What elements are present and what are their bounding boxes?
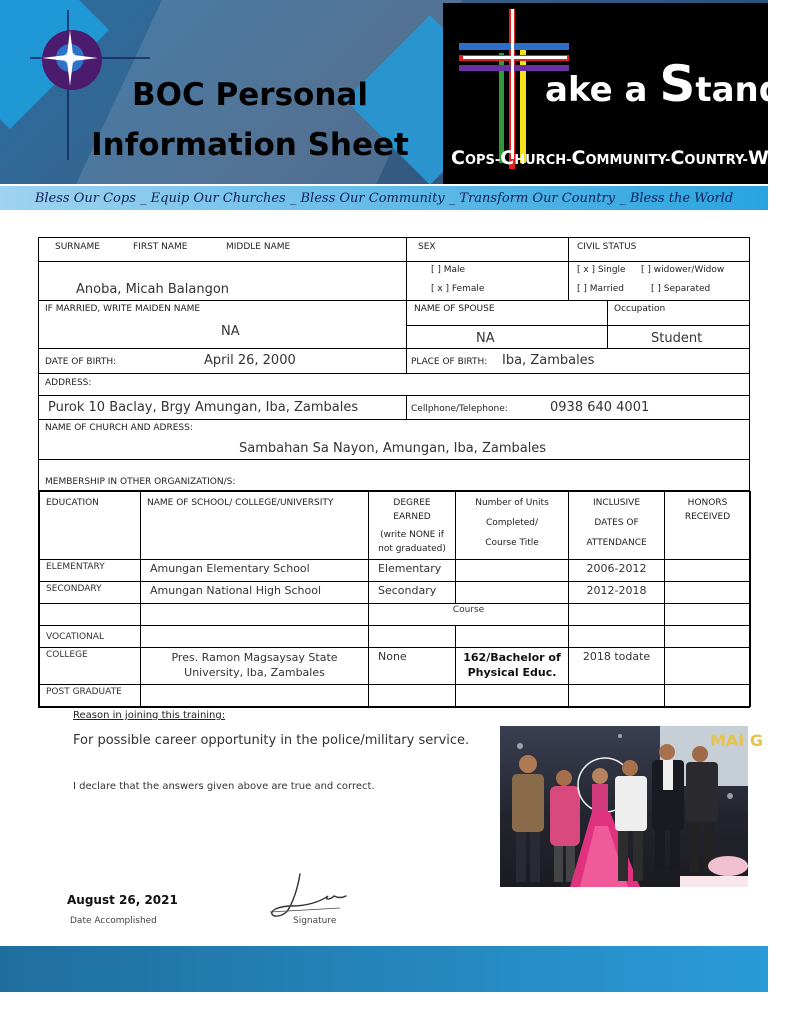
honors-header-line: HONORS bbox=[687, 498, 728, 508]
dates-cell: 2018 todate bbox=[569, 648, 665, 685]
wordmark-prefix: ake a bbox=[545, 70, 660, 110]
reason-value: For possible career opportunity in the police/military service. bbox=[73, 733, 470, 748]
take-a-stand-logo bbox=[443, 3, 809, 184]
honors-cell bbox=[665, 685, 751, 707]
units-cell: 162/Bachelor of Physical Educ. bbox=[456, 648, 569, 685]
page-title bbox=[80, 70, 420, 170]
phone-label: Cellphone/Telephone: bbox=[411, 404, 508, 414]
dates-cell bbox=[569, 604, 665, 626]
page-footer-bar bbox=[0, 946, 768, 992]
divider bbox=[406, 238, 407, 261]
phone-value: 0938 640 4001 bbox=[550, 400, 650, 415]
dates-cell bbox=[569, 685, 665, 707]
take-a-stand-wordmark bbox=[545, 55, 783, 113]
level-cell: VOCATIONAL bbox=[40, 626, 141, 648]
dates-header-line: DATES OF bbox=[594, 518, 639, 528]
surname-label: SURNAME bbox=[55, 242, 100, 252]
take-a-stand-subtitle bbox=[451, 147, 809, 169]
degree-header-line: EARNED bbox=[393, 512, 431, 522]
subtitle-part: OPS- bbox=[464, 153, 501, 168]
personal-info-form bbox=[38, 237, 750, 708]
units-col-header bbox=[456, 492, 569, 560]
subtitle-cap: W bbox=[747, 147, 769, 169]
school-cell bbox=[141, 604, 369, 626]
divider bbox=[568, 262, 569, 300]
birth-row bbox=[39, 349, 749, 374]
school-cell: Amungan Elementary School bbox=[141, 560, 369, 582]
units-cell bbox=[456, 560, 569, 582]
tagline-bar: Bless Our Cops _ Equip Our Churches _ Bless Our Community _ Transform Our Country _ Bless the World bbox=[0, 184, 768, 210]
sex-label: SEX bbox=[418, 242, 436, 252]
school-cell bbox=[141, 626, 369, 648]
wordmark-cap: S bbox=[659, 55, 696, 113]
school-cell bbox=[141, 685, 369, 707]
degree-cell: Secondary bbox=[369, 582, 456, 604]
course-label-cell: Course bbox=[369, 604, 569, 626]
address-value: Purok 10 Baclay, Brgy Amungan, Iba, Zambales bbox=[48, 400, 359, 415]
subtitle-part: OMMUNITY- bbox=[585, 153, 671, 168]
civil-separated-checkbox[interactable]: [ ] Separated bbox=[651, 284, 711, 294]
full-name-value: Anoba, Micah Balangon bbox=[76, 282, 230, 297]
sex-male-checkbox[interactable]: [ ] Male bbox=[431, 265, 466, 275]
education-header-row bbox=[40, 492, 751, 560]
maiden-name-value: NA bbox=[221, 324, 240, 339]
declaration-text: I declare that the answers given above are true and correct. bbox=[73, 781, 375, 792]
degree-cell: Elementary bbox=[369, 560, 456, 582]
sex-female-checkbox[interactable]: [ x ] Female bbox=[431, 284, 485, 294]
level-cell: COLLEGE bbox=[40, 648, 141, 685]
pob-label: PLACE OF BIRTH: bbox=[411, 357, 488, 367]
degree-cell: None bbox=[369, 648, 456, 685]
address-label-row bbox=[39, 374, 749, 396]
church-value: Sambahan Sa Nayon, Amungan, Iba, Zambales bbox=[239, 441, 547, 456]
honors-cell bbox=[665, 604, 751, 626]
divider bbox=[406, 262, 407, 300]
level-cell bbox=[40, 604, 141, 626]
subtitle-cap: C bbox=[451, 147, 465, 169]
degree-header-line: DEGREE bbox=[393, 498, 431, 508]
dates-cell bbox=[569, 626, 665, 648]
civil-widower-checkbox[interactable]: [ ] widower/Widow bbox=[641, 265, 725, 275]
church-label: NAME OF CHURCH AND ADRESS: bbox=[45, 423, 193, 433]
school-col-header: NAME OF SCHOOL/ COLLEGE/UNIVERSITY bbox=[141, 492, 369, 560]
address-row bbox=[39, 396, 749, 420]
church-row bbox=[39, 420, 749, 460]
occupation-value: Student bbox=[651, 331, 703, 346]
signature-label: Signature bbox=[293, 916, 337, 926]
honors-cell bbox=[665, 648, 751, 685]
name-header-row bbox=[39, 238, 749, 262]
subtitle-part: HURCH- bbox=[514, 153, 572, 168]
page-title-line2: Information Sheet bbox=[91, 127, 409, 163]
divider bbox=[607, 301, 608, 348]
school-cell: Amungan National High School bbox=[141, 582, 369, 604]
maiden-name-label: IF MARRIED, WRITE MAIDEN NAME bbox=[45, 304, 201, 314]
units-cell bbox=[456, 626, 569, 648]
occupation-label: Occupation bbox=[614, 304, 666, 314]
membership-row bbox=[39, 460, 749, 491]
dates-cell: 2006-2012 bbox=[569, 560, 665, 582]
school-cell: Pres. Ramon Magsaysay State University, Iba, Zambales bbox=[141, 648, 369, 685]
table-row bbox=[40, 560, 751, 582]
page-title-line1: BOC Personal bbox=[132, 77, 368, 113]
table-row bbox=[40, 582, 751, 604]
units-header-line: Course Title bbox=[485, 538, 539, 548]
divider bbox=[568, 238, 569, 261]
education-section bbox=[39, 491, 749, 707]
divider bbox=[406, 349, 407, 373]
table-row bbox=[40, 626, 751, 648]
honors-col-header bbox=[665, 492, 751, 560]
firstname-label: FIRST NAME bbox=[133, 242, 188, 252]
level-cell: SECONDARY bbox=[40, 582, 141, 604]
degree-cell bbox=[369, 626, 456, 648]
table-row bbox=[40, 604, 751, 626]
subtitle-cap: C bbox=[571, 147, 586, 169]
photo-banner-text: MAI G bbox=[710, 731, 763, 750]
table-row bbox=[40, 648, 751, 685]
units-header-line: Number of Units bbox=[475, 498, 549, 508]
dates-cell: 2012-2018 bbox=[569, 582, 665, 604]
group-photo-illustration bbox=[500, 726, 763, 887]
level-cell: ELEMENTARY bbox=[40, 560, 141, 582]
divider bbox=[406, 396, 407, 419]
membership-label: MEMBERSHIP IN OTHER ORGANIZATION/S: bbox=[45, 477, 236, 487]
name-value-row bbox=[39, 262, 749, 301]
spouse-value: NA bbox=[476, 331, 495, 346]
degree-header-line: not graduated) bbox=[378, 544, 446, 554]
honors-cell bbox=[665, 582, 751, 604]
units-header-line: Completed/ bbox=[485, 518, 539, 528]
dob-label: DATE OF BIRTH: bbox=[45, 357, 117, 367]
date-accomplished-value: August 26, 2021 bbox=[67, 893, 178, 907]
honors-cell bbox=[665, 560, 751, 582]
address-label: ADDRESS: bbox=[45, 378, 92, 388]
level-cell: POST GRADUATE bbox=[40, 685, 141, 707]
pob-value: Iba, Zambales bbox=[502, 353, 595, 368]
spouse-label: NAME OF SPOUSE bbox=[414, 304, 495, 314]
subtitle-cap: C bbox=[670, 147, 685, 169]
dob-value: April 26, 2000 bbox=[204, 353, 296, 368]
degree-col-header bbox=[369, 492, 456, 560]
subtitle-part: OUNTRY- bbox=[684, 153, 748, 168]
table-row bbox=[40, 685, 751, 707]
civil-married-checkbox[interactable]: [ ] Married bbox=[577, 284, 625, 294]
honors-cell bbox=[665, 626, 751, 648]
education-col-header: EDUCATION bbox=[40, 492, 141, 560]
wordmark-suffix: tand bbox=[695, 70, 784, 110]
dates-header-line: INCLUSIVE bbox=[592, 498, 641, 508]
degree-cell bbox=[369, 685, 456, 707]
units-cell bbox=[456, 685, 569, 707]
reason-label: Reason in joining this training: bbox=[73, 710, 226, 721]
units-cell bbox=[456, 582, 569, 604]
dates-col-header bbox=[569, 492, 665, 560]
middlename-label: MIDDLE NAME bbox=[226, 242, 291, 252]
date-accomplished-label: Date Accomplished bbox=[70, 916, 157, 926]
civil-status-label: CIVIL STATUS bbox=[577, 242, 637, 252]
subtitle-part: ORLD bbox=[768, 153, 809, 168]
honors-header-line: RECEIVED bbox=[684, 512, 731, 522]
dates-header-line: ATTENDANCE bbox=[586, 538, 647, 548]
divider bbox=[406, 325, 749, 326]
applicant-photo bbox=[500, 726, 763, 887]
subtitle-cap: C bbox=[500, 147, 515, 169]
education-table bbox=[39, 491, 751, 707]
civil-single-checkbox[interactable]: [ x ] Single bbox=[577, 265, 626, 275]
degree-header-line: (write NONE if bbox=[380, 530, 444, 540]
spouse-row bbox=[39, 301, 749, 349]
